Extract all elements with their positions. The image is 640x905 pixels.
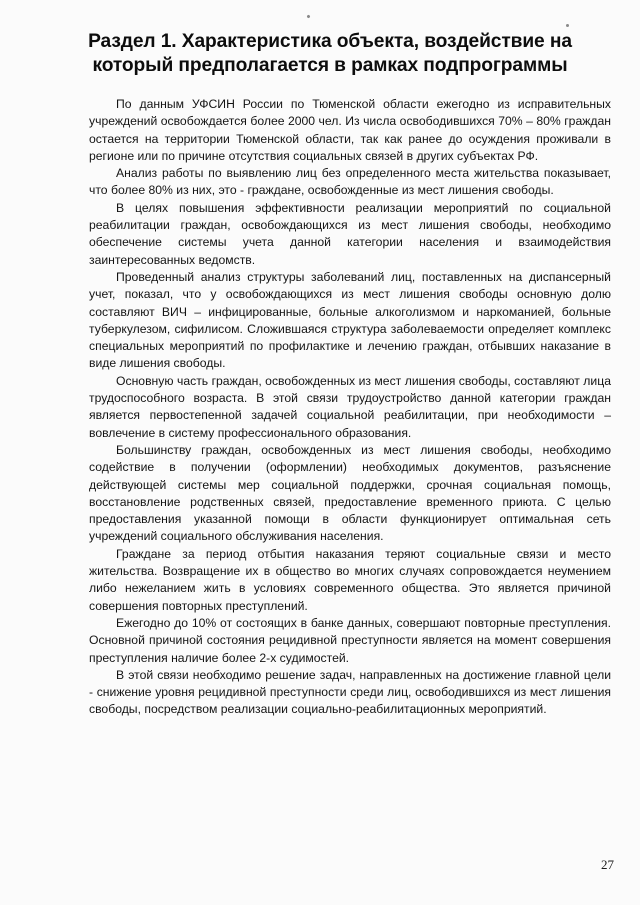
paragraph: По данным УФСИН России по Тюменской области ежегодно из исправительных учреждений освобождается более 2000 чел. Из числа освободившихся 70% – 80% граждан остается на территории Тюменской области, так как ранее до осуждения проживали в регионе или по причине отсутствия социальных связей в других субъектах РФ. (89, 97, 611, 163)
paragraph: Основную часть граждан, освобожденных из мест лишения свободы, составляют лица трудоспособного возраста. В этой связи трудоустройство данной категории граждан является первостепенной задачей социальной реабилитации, при необходимости – вовлечение в систему профессионального образования. (89, 373, 611, 440)
paragraph: Граждане за период отбытия наказания теряют социальные связи и место жительства. Возвращение их в общество во многих случаях сопровождается неумением либо нежеланием жить в условиях современного общества. Это является причиной совершения повторных преступлений. (89, 546, 611, 613)
scan-mark (566, 24, 569, 27)
paragraph: В этой связи необходимо решение задач, направленных на достижение главной цели - снижение уровня рецидивной преступности среди лиц, освободившихся из мест лишения свободы, посредством реализации социально-реабилитационных мероприятий. (89, 667, 611, 717)
paragraph: Ежегодно до 10% от состоящих в банке данных, совершают повторные преступления. Основной причиной состояния рецидивной преступности является на момент совершения преступления наличие более 2-х судимостей. (89, 615, 611, 665)
paragraph: Проведенный анализ структуры заболеваний лиц, поставленных на диспансерный учет, показал, что у освобождающихся из мест лишения свободы основную долю составляют ВИЧ – инфицированные, больные алкоголизмом и наркоманией, больные туберкулезом, сифилисом. Сложившаяся структура заболеваемости определяет комплекс специальных мероприятий по профилактике и лечению граждан, отбывших наказание в виде лишения свободы. (89, 269, 611, 371)
paragraph: Большинству граждан, освобожденных из мест лишения свободы, необходимо содействие в получении (оформлении) необходимых документов, разъяснение действующей системы мер социальной поддержки, срочная социальная помощь, восстановление родственных связей, предоставление временного приюта. С целью предоставления указанной помощи в области функционирует оптимальная сеть учреждений социального обслуживания населения. (89, 442, 611, 544)
scan-mark (306, 14, 310, 18)
paragraph: В целях повышения эффективности реализации мероприятий по социальной реабилитации граждан, освобождающихся из мест лишения свободы, необходимо обеспечение системы учета данной категории населения и взаимодействия заинтересованных ведомств. (89, 200, 611, 267)
page-number: 27 (601, 857, 614, 872)
section-heading: Раздел 1. Характеристика объекта, воздействие на который предполагается в рамках подпрограммы (88, 31, 572, 76)
document-body (89, 96, 611, 719)
paragraph: Анализ работы по выявлению лиц без определенного места жительства показывает, что более 80% из них, это - граждане, освобожденные из мест лишения свободы. (89, 166, 611, 198)
